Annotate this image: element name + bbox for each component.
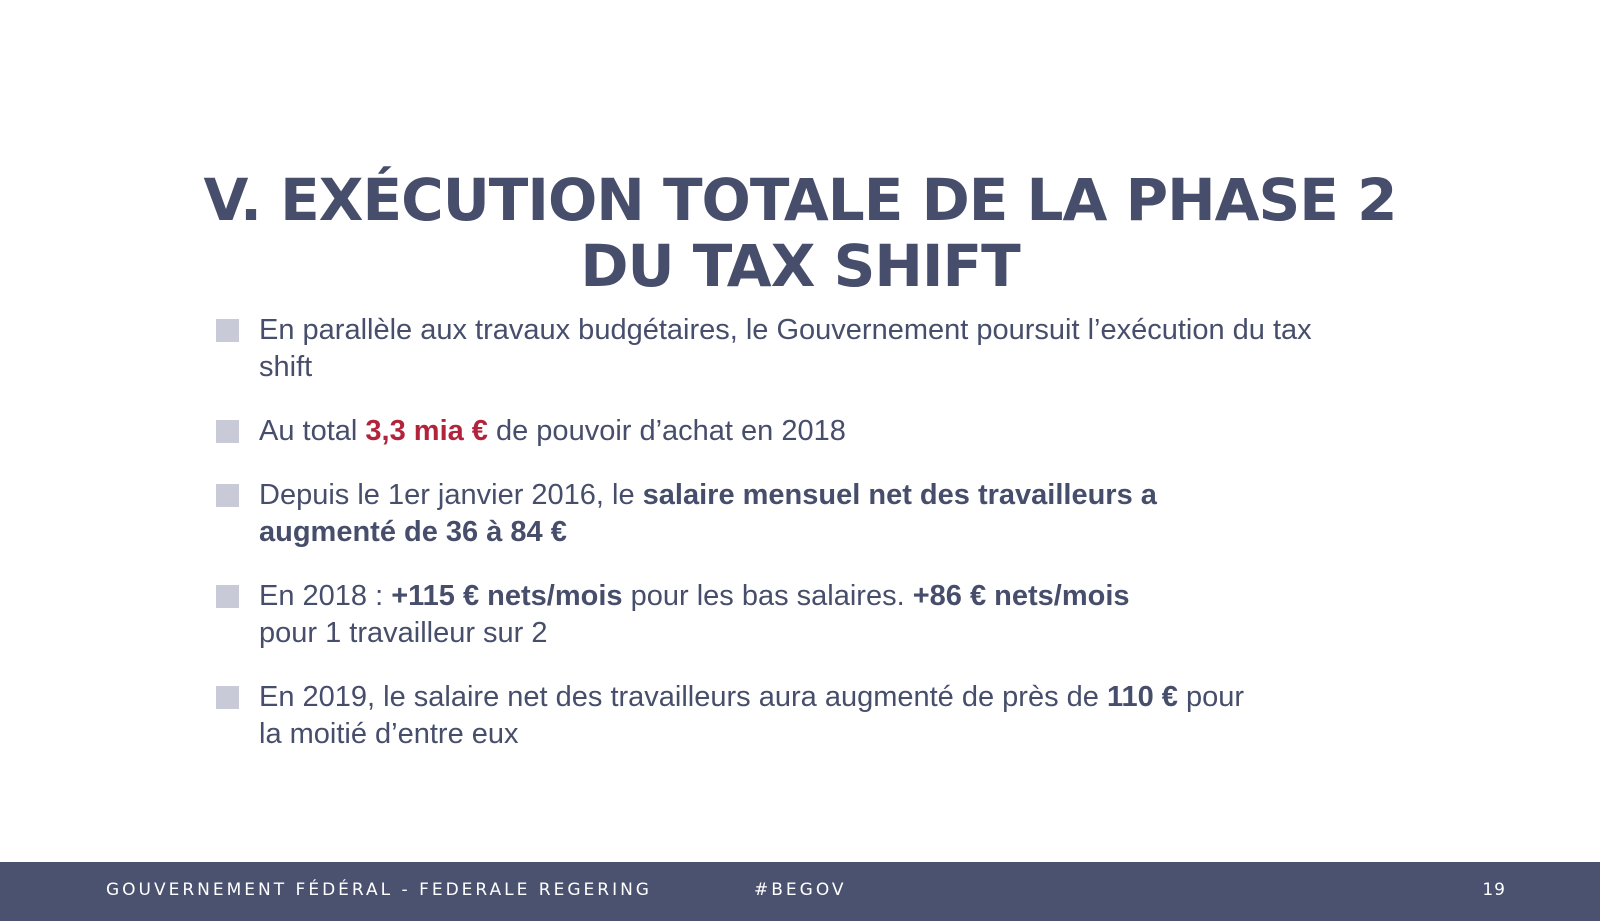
square-bullet-icon: [216, 686, 239, 709]
title-line-1: V. EXÉCUTION TOTALE DE LA PHASE 2: [203, 165, 1397, 234]
page-number: 19: [1482, 880, 1506, 900]
footer-hashtag: #BEGOV: [754, 880, 847, 900]
bullet-text: Au total 3,3 mia € de pouvoir d’achat en 2018: [259, 415, 846, 447]
slide-title: [100, 167, 1500, 299]
bullet-list: [216, 312, 1396, 780]
title-line-2: DU TAX SHIFT: [580, 231, 1020, 300]
bullet-item: [216, 578, 1396, 652]
bold-text: 110 €: [1106, 681, 1178, 713]
bold-text: salaire mensuel net des travailleurs a augmenté de 36 à 84 €: [259, 479, 1157, 548]
square-bullet-icon: [216, 585, 239, 608]
footer-organization: GOUVERNEMENT FÉDÉRAL - FEDERALE REGERING: [106, 880, 652, 900]
footer-bar: [0, 862, 1600, 921]
bullet-item: [216, 477, 1396, 551]
bullet-text: En 2019, le salaire net des travailleurs aura augmenté de près de 110 € pour la moitié d’entre eux: [259, 681, 1245, 750]
square-bullet-icon: [216, 420, 239, 443]
square-bullet-icon: [216, 319, 239, 342]
bullet-text: En parallèle aux travaux budgétaires, le Gouvernement poursuit l’exécution du tax shift: [259, 314, 1312, 383]
highlight-amount: 3,3 mia €: [365, 415, 488, 447]
bullet-text: Depuis le 1er janvier 2016, le salaire mensuel net des travailleurs a augmenté de 36 à 84 €: [259, 479, 1157, 548]
bold-text: +115 € nets/mois: [391, 580, 623, 612]
bullet-item: [216, 679, 1396, 753]
square-bullet-icon: [216, 484, 239, 507]
bold-text: +86 € nets/mois: [912, 580, 1130, 612]
bullet-text: En 2018 : +115 € nets/mois pour les bas salaires. +86 € nets/mois pour 1 travailleur sur 2: [259, 580, 1130, 649]
bullet-item: [216, 312, 1396, 386]
bullet-item: [216, 413, 1396, 450]
